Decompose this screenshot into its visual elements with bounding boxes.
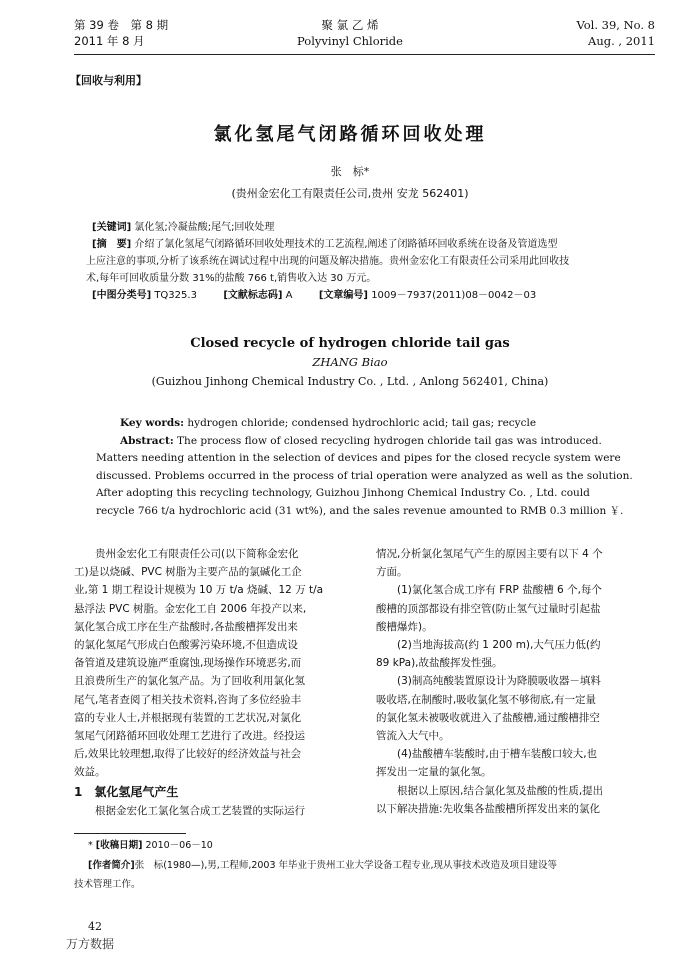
left-line-5: 氯化氢合成工序在生产盐酸时,各盐酸槽挥发出来 xyxy=(74,620,298,633)
header-date-en: Aug. , 2011 xyxy=(588,34,655,48)
abstract-cn-line-1: 介绍了氯化氢尾气闭路循环回收处理技术的工艺流程,阐述了闭路循环回收系统在设备及管道选型 xyxy=(134,239,558,250)
affiliation-cn: (贵州金宏化工有限责任公司,贵州 安龙 562401) xyxy=(231,187,469,200)
class-value: TQ325.3 xyxy=(154,290,197,301)
abstract-en-line-1: The process flow of closed recycling hydrogen chloride tail gas was introduced. xyxy=(173,434,602,447)
left-line-7: 备管道及建筑设施严重腐蚀,现场操作环境恶劣,而 xyxy=(74,657,302,670)
abstract-en-line-4: After adopting this recycling technology, Guizhou Jinhong Chemical Industry Co. , Ltd. could xyxy=(96,487,590,499)
abstract-cn-label: [摘 要] xyxy=(92,239,132,250)
bio-value-cont: 技术管理工作。 xyxy=(74,879,141,890)
cn-abstract-block xyxy=(92,219,658,253)
abstract-en-label: Abstract: xyxy=(120,434,174,447)
right-line-5: 酸槽爆炸)。 xyxy=(376,620,433,633)
received-value: 2010－06－10 xyxy=(145,840,213,851)
class-label: [中图分类号] xyxy=(92,290,152,301)
bio-value: 张 标(1980—),男,工程师,2003 年毕业于贵州工业大学设备工程专业,现从事技术改造及项目建设等 xyxy=(134,860,558,871)
right-line-15: 以下解决措施:先收集各盐酸槽所挥发出来的氯化 xyxy=(376,802,601,815)
right-line-6: (2)当地海拔高(约 1 200 m),大气压力低(约 xyxy=(397,639,601,652)
right-line-8: (3)制高纯酸装置原设计为降膜吸收器－填料 xyxy=(397,675,601,688)
bio-label: [作者简介] xyxy=(88,860,135,871)
header-volume-cn: 第 39 卷 第 8 期 xyxy=(74,18,169,32)
header-rule xyxy=(74,54,655,55)
en-abstract-block xyxy=(96,415,658,520)
watermark-text: 万方数据 xyxy=(66,937,115,951)
doc-code-label: [文献标志码] xyxy=(223,290,283,301)
left-line-9: 尾气,笔者查阅了相关技术资料,咨询了多位经验丰 xyxy=(74,693,302,706)
left-line-6: 的氯化氢尾气形成白色酸雾污染环境,不但造成设 xyxy=(74,639,298,652)
abstract-cn-line-3: 术,每年可回收质量分数 31%的盐酸 766 t,销售收入达 30 万元。 xyxy=(86,273,377,284)
left-line-10: 富的专业人士,并根据现有装置的工艺状况,对氯化 xyxy=(74,711,302,724)
title-en: Closed recycle of hydrogen chloride tail gas xyxy=(190,336,510,351)
page-number: 42 xyxy=(88,920,102,933)
header-journal-en: Polyvinyl Chloride xyxy=(297,34,403,48)
left-line-8: 且浪费所生产的氯化氢产品。为了回收利用氯化氢 xyxy=(74,675,305,688)
abstract-en-line-2: Matters needing attention in the selection of devices and pipes for the closed recycle system were xyxy=(96,452,621,464)
author-en: ZHANG Biao xyxy=(312,355,388,369)
right-line-12: (4)盐酸槽车装酸时,由于槽车装酸口较大,也 xyxy=(397,748,598,761)
right-line-14: 根据以上原因,结合氯化氢及盐酸的性质,提出 xyxy=(397,784,604,797)
right-line-7: 89 kPa),故盐酸挥发性强。 xyxy=(376,657,503,670)
title-cn: 氯化氢尾气闭路循环回收处理 xyxy=(213,124,487,145)
section-heading-1: 1 氯化氢尾气产生 xyxy=(74,784,179,799)
classification-row xyxy=(92,287,672,304)
abstract-cn-line-2: 上应注意的事项,分析了该系统在调试过程中出现的问题及解决措施。贵州金宏化工有限责任公司采用此回收技 xyxy=(86,256,570,267)
header-journal-cn: 聚 氯 乙 烯 xyxy=(321,18,379,32)
section-tag: 【回收与利用】 xyxy=(70,74,147,87)
keywords-en-label: Key words: xyxy=(120,417,185,429)
keywords-cn: 氯化氢;冷凝盐酸;尾气;回收处理 xyxy=(134,222,275,233)
author-cn: 张 标* xyxy=(330,165,370,178)
left-line-12: 后,效果比较理想,取得了比较好的经济效益与社会 xyxy=(74,748,302,761)
right-line-10: 的氯化氢未被吸收就进入了盐酸槽,通过酸槽排空 xyxy=(376,711,600,724)
article-no-value: 1009－7937(2011)08－0042－03 xyxy=(371,290,537,301)
cn-abstract-cont xyxy=(86,253,672,304)
abstract-en-line-5: recycle 766 t/a hydrochloric acid (31 wt%), and the sales revenue amounted to RMB 0.3 million ￥. xyxy=(96,504,624,517)
right-line-2: 方面。 xyxy=(376,566,408,579)
left-line-3: 业,第 1 期工程设计规模为 10 万 t/a 烧碱、12 万 t/a xyxy=(74,584,324,597)
abstract-en-line-3: discussed. Problems occurred in the process of trial operation were analyzed as well as the solution. xyxy=(96,469,633,482)
footnote-block xyxy=(88,838,663,873)
received-label: [收稿日期] xyxy=(95,840,143,851)
left-line-1: 贵州金宏化工有限责任公司(以下简称金宏化 xyxy=(95,548,299,560)
header-date-cn: 2011 年 8 月 xyxy=(74,34,145,48)
doc-code-value: A xyxy=(285,290,293,301)
article-no-label: [文章编号] xyxy=(318,290,368,301)
right-line-9: 吸收塔,在制酸时,吸收氯化氢不够彻底,有一定量 xyxy=(376,693,597,706)
body-left-column xyxy=(74,545,354,820)
left-line-13: 效益。 xyxy=(74,766,106,779)
header-volume-en: Vol. 39, No. 8 xyxy=(576,18,655,32)
right-line-3: (1)氯化氢合成工序有 FRP 盐酸槽 6 个,每个 xyxy=(397,584,602,597)
right-line-13: 挥发出一定量的氯化氢。 xyxy=(376,766,492,779)
keywords-cn-label: [关键词] xyxy=(92,222,132,233)
left-line-11: 氢尾气闭路循环回收处理工艺进行了改进。经投运 xyxy=(74,730,305,743)
footnote-rule xyxy=(74,833,186,834)
body-right-column xyxy=(376,545,661,818)
right-line-11: 管流入大气中。 xyxy=(376,730,450,743)
left-line-4: 悬浮法 PVC 树脂。金宏化工自 2006 年投产以来, xyxy=(74,602,307,615)
left-line-2: 工)是以烧碱、PVC 树脂为主要产品的氯碱化工企 xyxy=(74,566,302,579)
left-para2: 根据金宏化工氯化氢合成工艺装置的实际运行 xyxy=(95,804,305,817)
keywords-en: hydrogen chloride; condensed hydrochloric acid; tail gas; recycle xyxy=(184,417,537,429)
affiliation-en: (Guizhou Jinhong Chemical Industry Co. , Ltd. , Anlong 562401, China) xyxy=(151,375,549,388)
right-line-1: 情况,分析氯化氢尾气产生的原因主要有以下 4 个 xyxy=(376,548,603,560)
right-line-4: 酸槽的顶部都设有排空管(防止氢气过量时引起盐 xyxy=(376,602,601,615)
footnote-star: * xyxy=(88,840,93,851)
